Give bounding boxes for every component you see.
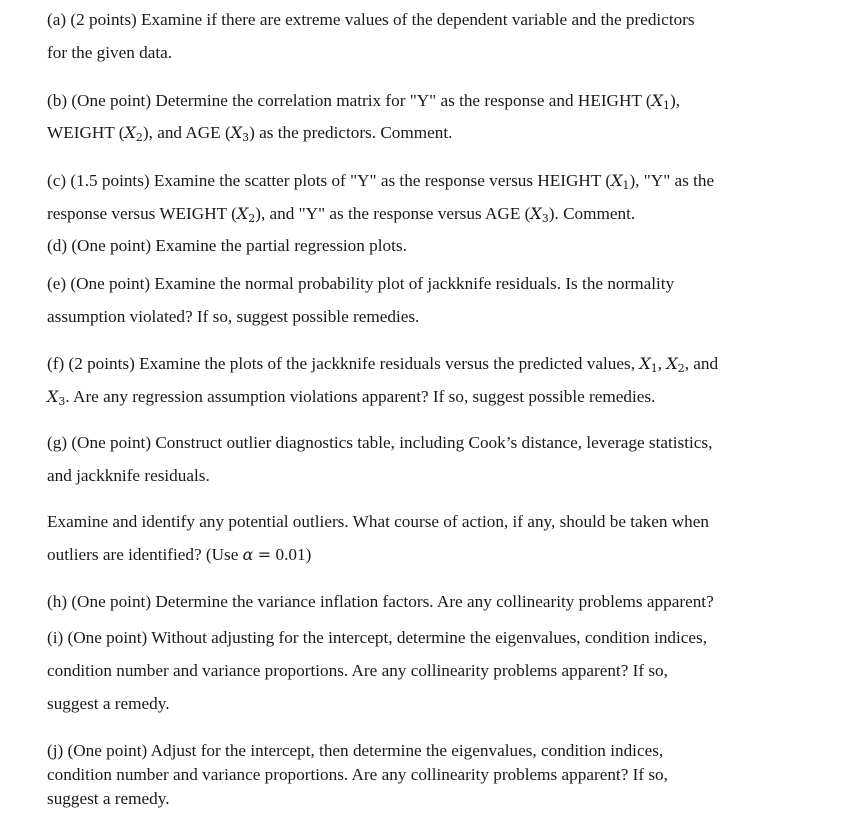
text-line-16: (h) (One point) Determine the variance inflation factors. Are any collinearity problems apparent? <box>47 592 714 611</box>
text-line-5: (c) (1.5 points) Examine the scatter plots of "Y" as the response versus HEIGHT $(X_1)$, "Y" as the <box>47 171 715 192</box>
text-line-1: (a) (2 points) Examine if there are extreme values of the dependent variable and the predictors <box>47 10 695 29</box>
text-line-4: WEIGHT $(X_2)$, and AGE $(X_3)$ as the predictors. Comment. <box>47 123 453 144</box>
text-line-20: (j) (One point) Adjust for the intercept, then determine the eigenvalues, condition indices, <box>47 741 664 760</box>
text-line-19: suggest a remedy. <box>47 694 170 713</box>
text-line-8: (e) (One point) Examine the normal probability plot of jackknife residuals. Is the normality <box>47 274 675 293</box>
text-line-9: assumption violated? If so, suggest possible remedies. <box>47 307 420 326</box>
text-line-13: and jackknife residuals. <box>47 466 210 485</box>
text-line-22: suggest a remedy. <box>47 789 170 808</box>
text-line-2: for the given data. <box>47 43 173 62</box>
text-line-3: (b) (One point) Determine the correlation matrix for "Y" as the response and HEIGHT $(X_1)$, <box>47 91 680 112</box>
text-line-14: Examine and identify any potential outliers. What course of action, if any, should be taken when <box>47 512 710 531</box>
text-line-7: (d) (One point) Examine the partial regression plots. <box>47 236 407 255</box>
text-line-6: response versus WEIGHT $(X_2)$, and "Y" as the response versus AGE $(X_3)$. Comment. <box>47 204 636 225</box>
text-line-17: (i) (One point) Without adjusting for the intercept, determine the eigenvalues, condition indices, <box>47 628 708 647</box>
text-line-21: condition number and variance proportions. Are any collinearity problems apparent? If so, <box>47 765 668 784</box>
text-line-12: (g) (One point) Construct outlier diagnostics table, including Cook’s distance, leverage statistics, <box>47 433 713 452</box>
text-line-15: outliers are identified? (Use α = 0.01) <box>47 545 312 564</box>
text-line-11: $X_3$. Are any regression assumption violations apparent? If so, suggest possible remedies. <box>47 387 656 408</box>
text-line-10: (f) (2 points) Examine the plots of the jackknife residuals versus the predicted values, $X_1$, $X_2$, and <box>47 354 719 375</box>
text-line-18: condition number and variance proportions. Are any collinearity problems apparent? If so, <box>47 661 668 680</box>
